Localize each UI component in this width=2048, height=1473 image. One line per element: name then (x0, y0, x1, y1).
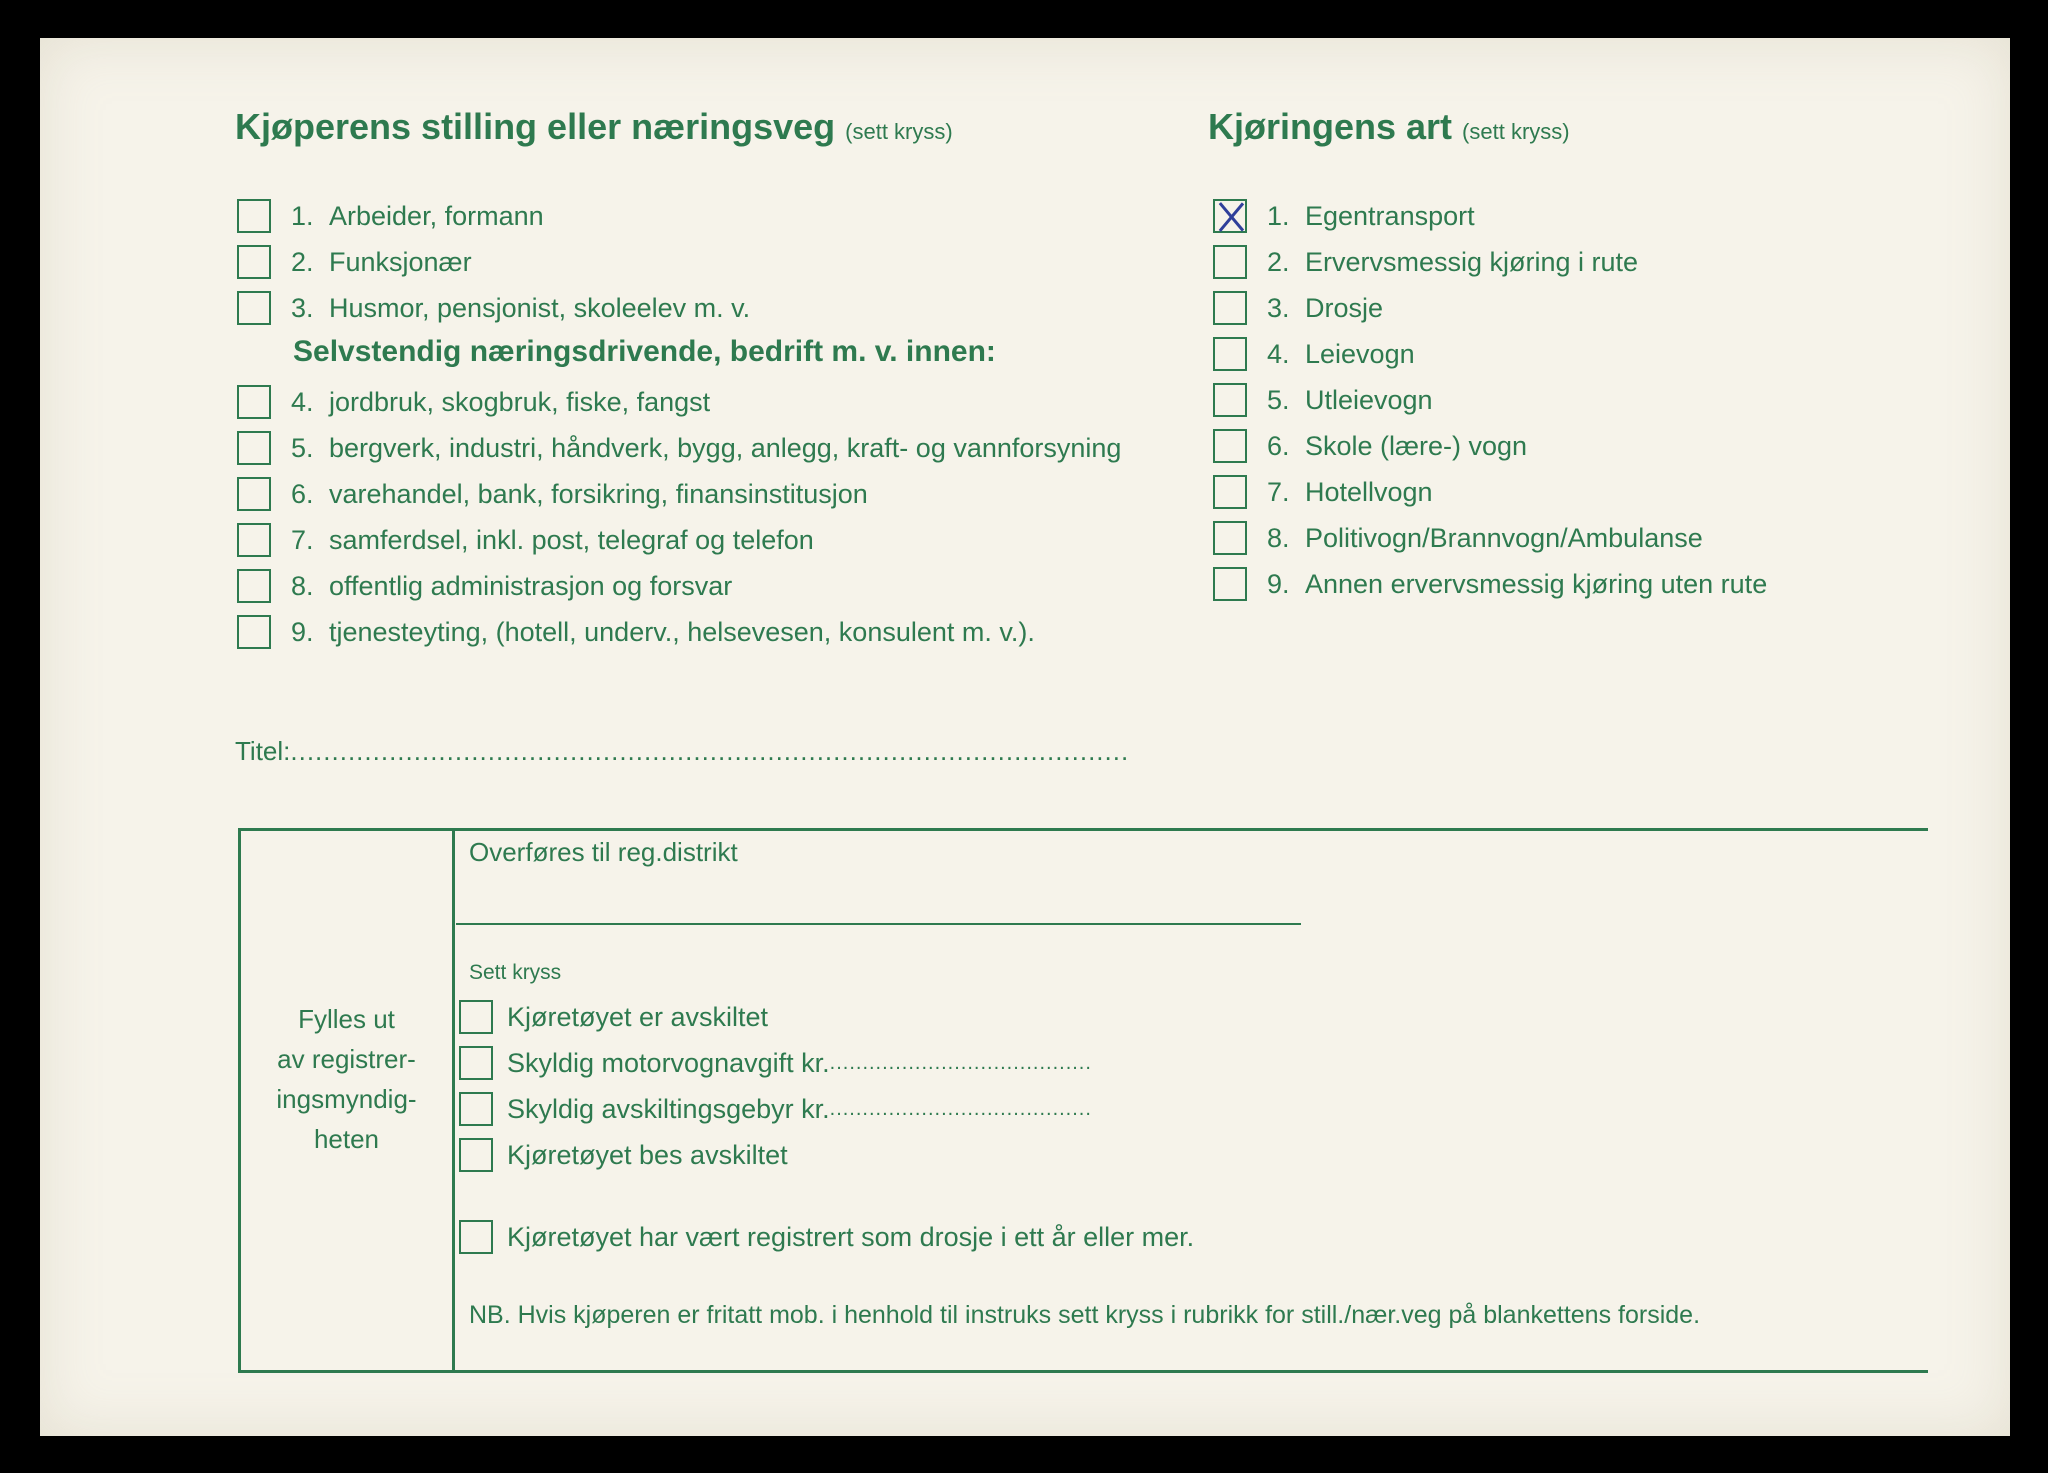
occupation-option-3[interactable] (237, 289, 750, 327)
option-number: 8. (1267, 522, 1290, 553)
driving-type-option-4[interactable] (1213, 335, 1415, 373)
driving-type-note: (sett kryss) (1462, 119, 1570, 144)
option-label: Leievogn (1305, 338, 1415, 369)
occupation-option-9[interactable] (237, 613, 1035, 651)
transfer-district-label: Overføres til reg.distrikt (469, 837, 738, 867)
occupation-checkbox-1[interactable] (237, 199, 271, 233)
self-employed-subheading: Selvstendig næringsdrivende, bedrift m. v. innen: (293, 335, 996, 368)
driving-type-option-5[interactable] (1213, 381, 1433, 419)
check-label: Skyldig motorvognavgift kr. (507, 1047, 830, 1078)
option-number: 7. (291, 524, 314, 555)
occupation-checkbox-6[interactable] (237, 477, 271, 511)
option-number: 9. (1267, 568, 1290, 599)
fill-by-authority-text (241, 999, 452, 1159)
avskiltet-checkbox[interactable] (459, 1000, 493, 1034)
occupation-checkbox-9[interactable] (237, 615, 271, 649)
occupation-checkbox-3[interactable] (237, 291, 271, 325)
option-number: 3. (1267, 292, 1290, 323)
option-label: Husmor, pensjonist, skoleelev m. v. (329, 292, 751, 323)
occupation-checkbox-5[interactable] (237, 431, 271, 465)
driving-type-option-2[interactable] (1213, 243, 1638, 281)
occupation-option-2[interactable] (237, 243, 472, 281)
option-number: 9. (291, 616, 314, 647)
option-label: offentlig administrasjon og forsvar (329, 570, 733, 601)
option-label: Skole (lære-) vogn (1305, 430, 1528, 461)
option-label: Ervervsmessig kjøring i rute (1305, 246, 1639, 277)
registration-authority-box (238, 828, 1928, 1373)
driving-type-title: Kjøringens art (1208, 106, 1453, 147)
option-label: Arbeider, formann (329, 200, 544, 231)
option-label: Utleievogn (1305, 384, 1433, 415)
option-label: Hotellvogn (1305, 476, 1433, 507)
check-label: Skyldig avskiltingsgebyr kr. (507, 1093, 830, 1124)
driving-type-checkbox-6[interactable] (1213, 429, 1247, 463)
titel-dotted-line: ...................................................................................................... (290, 736, 1130, 766)
occupation-option-8[interactable] (237, 567, 732, 605)
option-label: varehandel, bank, forsikring, finansinstitusjon (329, 478, 868, 509)
titel-label: Titel: (235, 736, 291, 766)
occupation-option-4[interactable] (237, 383, 710, 421)
driving-type-option-9[interactable] (1213, 565, 1767, 603)
option-label: bergverk, industri, håndverk, bygg, anlegg, kraft- og vannforsyning (329, 432, 1122, 463)
transfer-district-line[interactable] (456, 923, 1301, 925)
buyer-occupation-note: (sett kryss) (845, 119, 953, 144)
option-label: samferdsel, inkl. post, telegraf og telefon (329, 524, 814, 555)
side-text-line-3: ingsmyndig- (276, 1084, 417, 1114)
check-label: Kjøretøyet har vært registrert som drosje i ett år eller mer. (507, 1221, 1195, 1252)
check-label: Kjøretøyet bes avskiltet (507, 1139, 788, 1170)
driving-type-checkbox-9[interactable] (1213, 567, 1247, 601)
amount-dotted-line: ........................................ (829, 1051, 1092, 1074)
driving-type-checkbox-4[interactable] (1213, 337, 1247, 371)
buyer-occupation-heading (235, 106, 953, 148)
driving-type-option-7[interactable] (1213, 473, 1433, 511)
option-label: Annen ervervsmessig kjøring uten rute (1305, 568, 1768, 599)
option-label: Funksjonær (329, 246, 472, 277)
check-bes-avskiltet[interactable] (459, 1137, 788, 1173)
drosje-checkbox[interactable] (459, 1220, 493, 1254)
avskiltingsgebyr-checkbox[interactable] (459, 1092, 493, 1126)
amount-dotted-line: ........................................ (829, 1097, 1092, 1120)
driving-type-checkbox-5[interactable] (1213, 383, 1247, 417)
driving-type-option-6[interactable] (1213, 427, 1527, 465)
occupation-checkbox-2[interactable] (237, 245, 271, 279)
occupation-option-7[interactable] (237, 521, 814, 559)
bes-avskiltet-checkbox[interactable] (459, 1138, 493, 1172)
option-number: 7. (1267, 476, 1290, 507)
driving-type-checkbox-1-checked[interactable] (1213, 199, 1247, 233)
option-number: 4. (1267, 338, 1290, 369)
option-number: 4. (291, 386, 314, 417)
form-sheet (40, 38, 2010, 1436)
check-motorvognavgift[interactable] (459, 1045, 1092, 1081)
driving-type-checkbox-8[interactable] (1213, 521, 1247, 555)
titel-field[interactable] (235, 736, 1129, 767)
option-number: 2. (291, 246, 314, 277)
option-label: tjenesteyting, (hotell, underv., helsevesen, konsulent m. v.). (329, 616, 1035, 647)
option-number: 3. (291, 292, 314, 323)
occupation-checkbox-4[interactable] (237, 385, 271, 419)
option-number: 1. (291, 200, 314, 231)
option-number: 2. (1267, 246, 1290, 277)
option-number: 6. (291, 478, 314, 509)
side-text-line-2: av registrer- (277, 1044, 416, 1074)
option-number: 1. (1267, 200, 1290, 231)
nb-note: NB. Hvis kjøperen er fritatt mob. i henhold til instruks sett kryss i rubrikk for still./nær.veg på blankettens forside. (469, 1301, 1701, 1329)
driving-type-option-3[interactable] (1213, 289, 1383, 327)
driving-type-checkbox-7[interactable] (1213, 475, 1247, 509)
column-divider (452, 831, 455, 1370)
motorvognavgift-checkbox[interactable] (459, 1046, 493, 1080)
occupation-option-1[interactable] (237, 197, 544, 235)
option-number: 5. (1267, 384, 1290, 415)
check-avskiltingsgebyr[interactable] (459, 1091, 1092, 1127)
side-text-line-4: heten (313, 1124, 380, 1154)
driving-type-checkbox-2[interactable] (1213, 245, 1247, 279)
driving-type-checkbox-3[interactable] (1213, 291, 1247, 325)
side-text-line-1: Fylles ut (298, 1004, 395, 1034)
occupation-option-6[interactable] (237, 475, 868, 513)
check-avskiltet[interactable] (459, 999, 768, 1035)
driving-type-heading (1208, 106, 1570, 148)
option-number: 5. (291, 432, 314, 463)
check-label: Kjøretøyet er avskiltet (507, 1001, 769, 1032)
option-label: Egentransport (1305, 200, 1475, 231)
buyer-occupation-title: Kjøperens stilling eller næringsveg (235, 106, 836, 147)
driving-type-option-8[interactable] (1213, 519, 1703, 557)
option-number: 6. (1267, 430, 1290, 461)
check-drosje-one-year[interactable] (459, 1219, 1194, 1255)
option-label: Politivogn/Brannvogn/Ambulanse (1305, 522, 1703, 553)
driving-type-option-1[interactable] (1213, 197, 1475, 235)
option-label: Drosje (1305, 292, 1384, 323)
occupation-checkbox-8[interactable] (237, 569, 271, 603)
option-number: 8. (291, 570, 314, 601)
occupation-checkbox-7[interactable] (237, 523, 271, 557)
option-label: jordbruk, skogbruk, fiske, fangst (329, 386, 711, 417)
sett-kryss-label: Sett kryss (469, 961, 562, 984)
occupation-option-5[interactable] (237, 429, 1121, 467)
